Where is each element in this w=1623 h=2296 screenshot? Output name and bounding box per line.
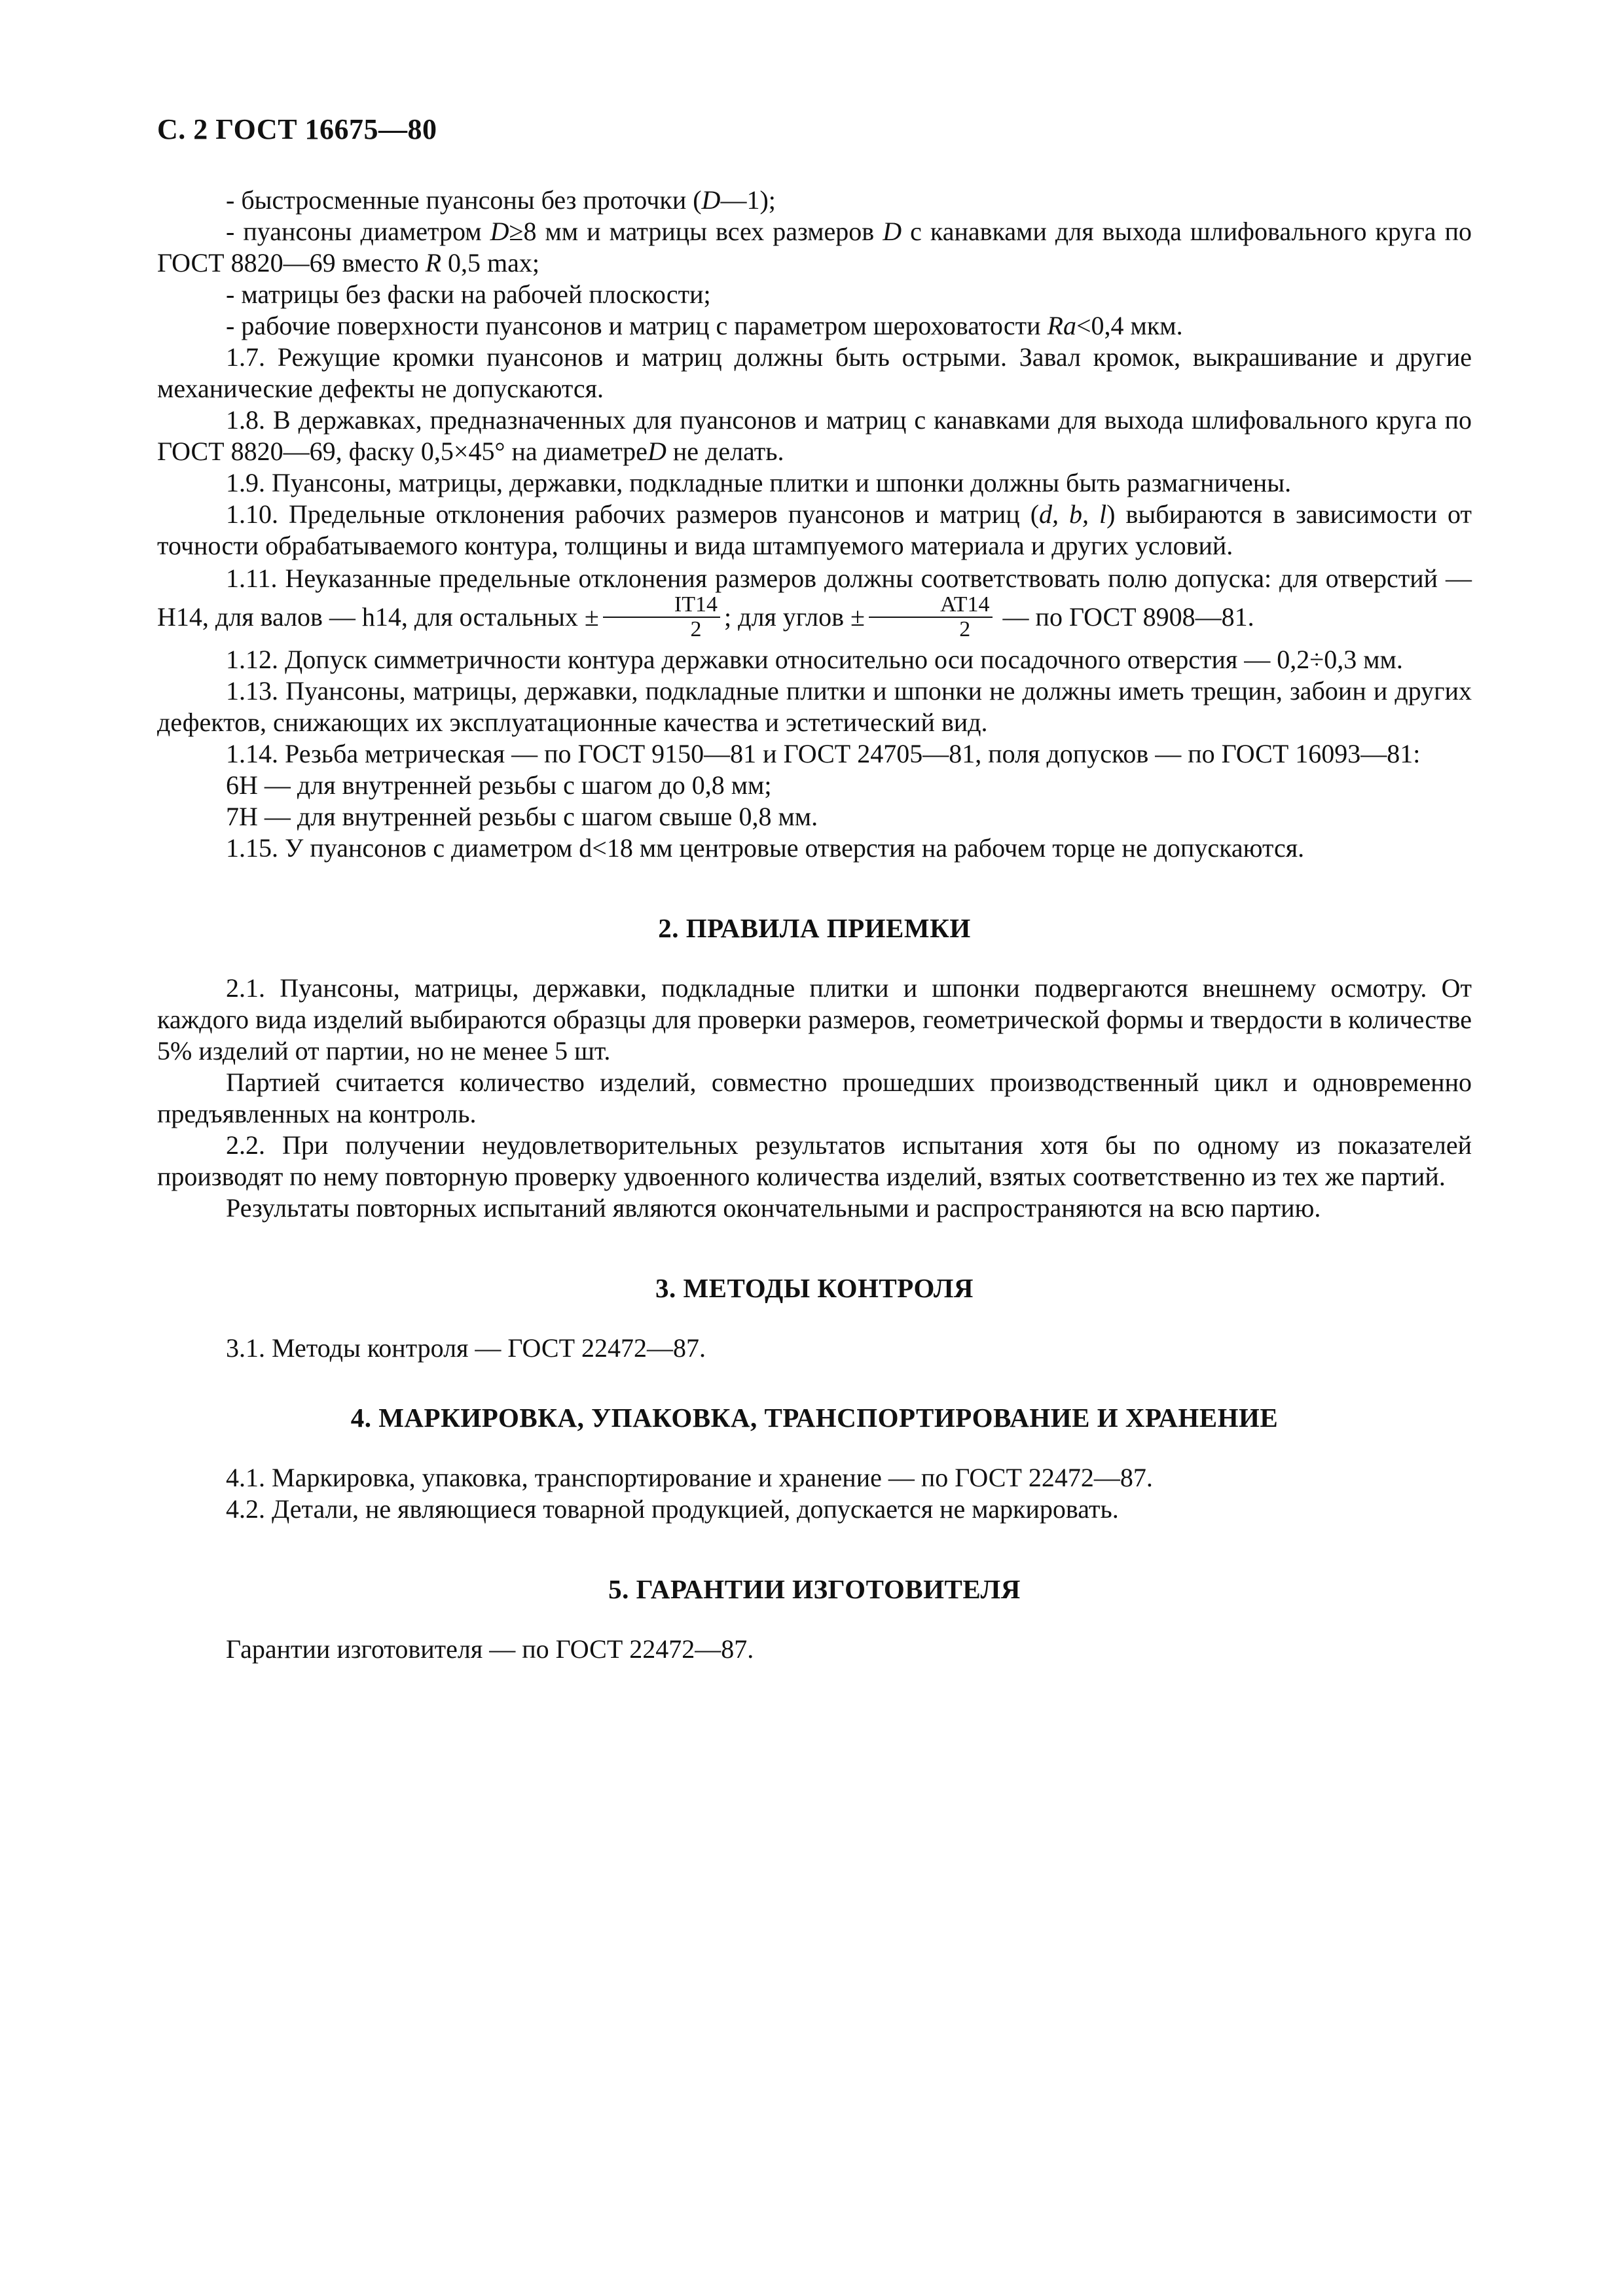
- fraction-denominator: 2: [959, 617, 971, 641]
- bullet-text: ≥8 мм и матрицы всех размеров: [509, 217, 883, 246]
- fraction-denominator: 2: [690, 617, 702, 641]
- paragraph-1-8: [157, 404, 1472, 467]
- paragraph-1-9: 1.9. Пуансоны, матрицы, державки, подкладные плитки и шпонки должны быть размагничены.: [226, 468, 1292, 497]
- paragraph-1-7: 1.7. Режущие кромки пуансонов и матриц должны быть острыми. Завал кромок, выкрашивание и другие механические дефекты не допускаются.: [157, 342, 1472, 403]
- fraction-at14: [869, 593, 993, 641]
- bullet-text: —1);: [720, 185, 776, 215]
- paragraph-2-2: 2.2. При получении неудовлетворительных результатов испытания хотя бы по одному из показателей производят по нему повторную проверку удвоенного количества изделий, взятых соответственно из тех же партий.: [157, 1130, 1472, 1191]
- paragraph-warranty: Гарантии изготовителя — по ГОСТ 22472—87.: [226, 1634, 754, 1664]
- paragraph-1-12: 1.12. Допуск симметричности контура державки относительно оси посадочного отверстия — 0,2÷0,3 мм.: [226, 645, 1403, 674]
- paragraph-4-1: 4.1. Маркировка, упаковка, транспортирование и хранение — по ГОСТ 22472—87.: [226, 1463, 1153, 1492]
- paragraph-1-15: 1.15. У пуансонов с диаметром d<18 мм центровые отверстия на рабочем торце не допускаются.: [226, 833, 1305, 863]
- paragraph-1-10: [157, 499, 1472, 562]
- paragraph-text: 1.11. Неуказанные предельные отклонения размеров должны соответствовать полю допуска: для отверстий — Н14, для валов — h14, для остальных ±: [157, 564, 1472, 632]
- paragraph-2-1-batch: Партией считается количество изделий, совместно прошедших производственный цикл и одновременно предъявленных на контроль.: [157, 1067, 1472, 1128]
- document-body: [157, 185, 1472, 1665]
- page-header: С. 2 ГОСТ 16675—80: [157, 113, 437, 145]
- variable: Ra: [1047, 311, 1076, 340]
- bullet-dies-no-chamfer: - матрицы без фаски на рабочей плоскости;: [226, 279, 711, 309]
- section-heading-control-methods: 3. МЕТОДЫ КОНТРОЛЯ: [655, 1273, 974, 1303]
- variable: D: [490, 217, 509, 246]
- variable: D: [883, 217, 902, 246]
- paragraph-1-14: 1.14. Резьба метрическая — по ГОСТ 9150—81 и ГОСТ 24705—81, поля допусков — по ГОСТ 16093—81:: [226, 739, 1421, 768]
- paragraph-4-2: 4.2. Детали, не являющиеся товарной продукцией, допускается не маркировать.: [226, 1494, 1119, 1524]
- variable: d, b, l: [1039, 499, 1107, 529]
- bullet-text: <0,4 мкм.: [1076, 311, 1183, 340]
- bullet-punches-diameter: [157, 216, 1472, 279]
- thread-tolerance-7h: 7H — для внутренней резьбы с шагом свыше 0,8 мм.: [226, 802, 818, 831]
- thread-tolerance-6h: 6H — для внутренней резьбы с шагом до 0,8 мм;: [226, 770, 772, 800]
- bullet-text: с канавками для выхода шлифовального круга по ГОСТ 8820—69 вместо: [157, 217, 1472, 278]
- section-heading-acceptance: 2. ПРАВИЛА ПРИЕМКИ: [658, 913, 971, 943]
- bullet-working-surfaces: [157, 310, 1472, 342]
- bullet-quick-change-punches: [157, 185, 1472, 216]
- paragraph-1-13: 1.13. Пуансоны, матрицы, державки, подкладные плитки и шпонки не должны иметь трещин, забоин и других дефектов, снижающих их эксплуатационные качества и эстетический вид.: [157, 676, 1472, 737]
- variable: D: [647, 437, 666, 466]
- paragraph-text: 1.10. Предельные отклонения рабочих размеров пуансонов и матриц (: [226, 499, 1040, 529]
- paragraph-2-1: 2.1. Пуансоны, матрицы, державки, подкладные плитки и шпонки подвергаются внешнему осмотру. От каждого вида изделий выбираются образцы для проверки размеров, геометрической формы и твердости в количестве 5% изделий от партии, но не менее 5 шт.: [157, 973, 1472, 1066]
- paragraph-text: не делать.: [666, 437, 784, 466]
- paragraph-2-2-results: Результаты повторных испытаний являются окончательными и распространяются на всю партию.: [226, 1193, 1321, 1223]
- paragraph-1-11: [157, 562, 1472, 644]
- fraction-it14: [603, 593, 720, 641]
- fraction-numerator: AT14: [869, 593, 993, 618]
- section-heading-warranty: 5. ГАРАНТИИ ИЗГОТОВИТЕЛЯ: [608, 1574, 1021, 1604]
- fraction-numerator: IT14: [603, 593, 720, 618]
- paragraph-text: — по ГОСТ 8908—81.: [996, 602, 1254, 632]
- bullet-text: - быстросменные пуансоны без проточки (: [226, 185, 702, 215]
- bullet-text: - рабочие поверхности пуансонов и матриц с параметром шероховатости: [226, 311, 1048, 340]
- variable: D: [701, 185, 721, 215]
- bullet-text: - пуансоны диаметром: [226, 217, 490, 246]
- section-heading-marking: 4. МАРКИРОВКА, УПАКОВКА, ТРАНСПОРТИРОВАНИЕ И ХРАНЕНИЕ: [350, 1403, 1279, 1433]
- paragraph-text: ) выбираются в зависимости от точности обрабатываемого контура, толщины и вида штампуемого материала и других условий.: [157, 499, 1472, 560]
- paragraph-text: 1.8. В державках, предназначенных для пуансонов и матриц с канавками для выхода шлифовального круга по ГОСТ 8820—69, фаску 0,5×45° на диаметре: [157, 405, 1472, 466]
- bullet-text: 0,5 max;: [441, 248, 540, 278]
- paragraph-3-1: 3.1. Методы контроля — ГОСТ 22472—87.: [226, 1333, 706, 1363]
- paragraph-text: ; для углов ±: [723, 602, 865, 632]
- variable: R: [425, 248, 442, 278]
